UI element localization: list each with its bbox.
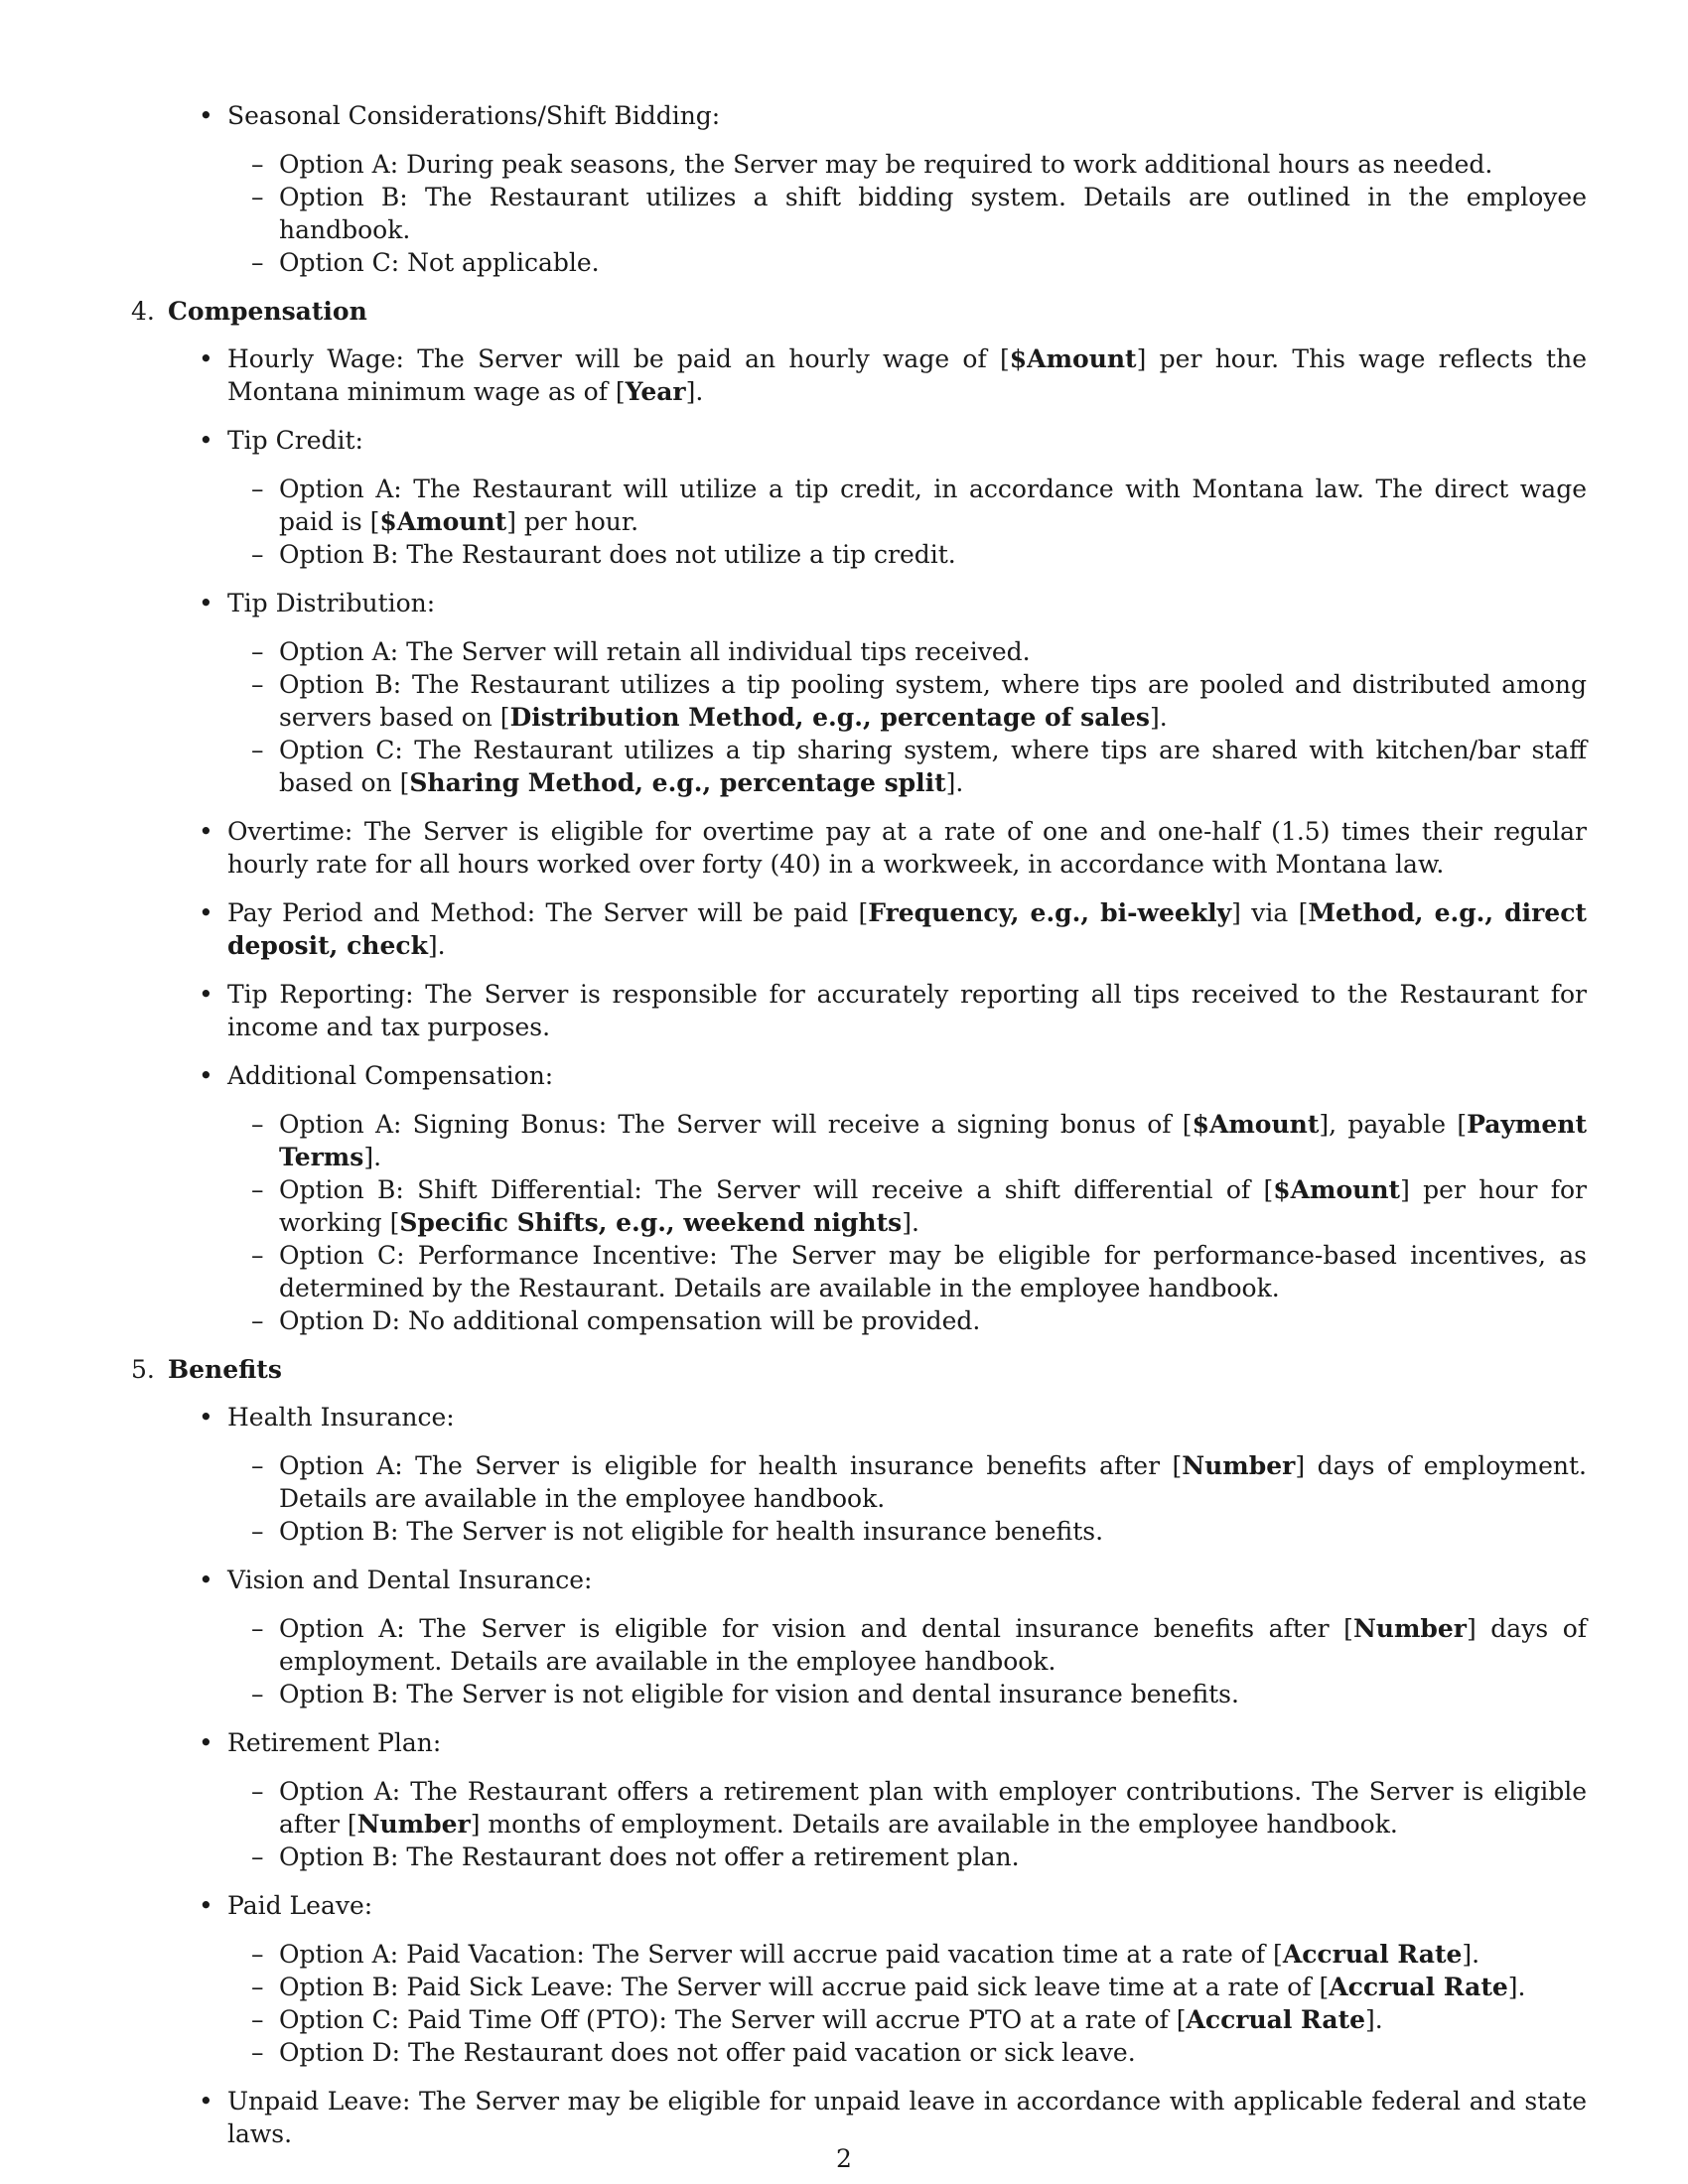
placeholder-field: Method, e.g., direct deposit, check — [227, 898, 1587, 960]
tip-credit-option-a — [131, 473, 1587, 538]
retirement-plan-label: Retirement Plan: — [227, 1728, 442, 1757]
text-run: Hourly Wage: The Server will be paid an hourly wage of [ — [227, 344, 1010, 373]
placeholder-field: Year — [625, 377, 686, 406]
vision-dental-option-b: – Option B: The Server is not eligible for vision and dental insurance benefits. — [131, 1678, 1587, 1710]
placeholder-field: Accrual Rate — [1329, 1973, 1508, 2001]
bullet-tip-credit — [131, 424, 1587, 571]
bullet-unpaid-leave: • Unpaid Leave: The Server may be eligible for unpaid leave in accordance with applicable federal and state laws. — [131, 2085, 1587, 2150]
additional-compensation-options — [131, 1108, 1587, 1337]
section-benefits — [131, 1353, 1587, 2150]
placeholder-field: $Amount — [1192, 1110, 1320, 1139]
retirement-option-b: – Option B: The Restaurant does not offer a retirement plan. — [131, 1841, 1587, 1873]
text-run: Option A: The Server is eligible for vision and dental insurance benefits after [ — [279, 1614, 1353, 1643]
seasonal-options — [131, 148, 1587, 279]
text-run: Option B: Shift Differential: The Server will receive a shift differential of [ — [279, 1175, 1274, 1204]
placeholder-field: Sharing Method, e.g., percentage split — [409, 768, 946, 797]
placeholder-field: Accrual Rate — [1186, 2005, 1366, 2034]
text-run: ]. — [1149, 703, 1168, 732]
retirement-option-a — [131, 1775, 1587, 1841]
placeholder-field: Number — [356, 1810, 471, 1839]
text-run: Option B: The Restaurant utilizes a tip pooling system, where tips are pooled and distributed among servers based on [ — [279, 670, 1587, 732]
bullet-health-insurance — [131, 1401, 1587, 1548]
additional-option-b — [131, 1173, 1587, 1239]
section-compensation — [131, 295, 1587, 1337]
tip-credit-label: Tip Credit: — [227, 426, 363, 455]
seasonal-label: Seasonal Considerations/Shift Bidding: — [227, 101, 721, 130]
section-number: 4. — [131, 297, 155, 326]
document-body — [131, 99, 1587, 2166]
text-run: ]. — [1462, 1940, 1480, 1969]
additional-option-d: – Option D: No additional compensation will be provided. — [131, 1304, 1587, 1337]
placeholder-field: $Amount — [379, 507, 507, 536]
tip-distribution-option-c — [131, 734, 1587, 799]
section-header-compensation — [131, 295, 1587, 328]
placeholder-field: Accrual Rate — [1282, 1940, 1463, 1969]
bullet-pay-period — [131, 896, 1587, 962]
tip-distribution-options — [131, 635, 1587, 799]
text-run: Pay Period and Method: The Server will be paid [ — [227, 898, 869, 927]
paid-leave-option-b — [131, 1971, 1587, 2003]
vision-dental-option-a — [131, 1612, 1587, 1678]
additional-option-c: – Option C: Performance Incentive: The Server may be eligible for performance-based incentives, as determined by the Restaurant. Details are available in the employee handbook. — [131, 1239, 1587, 1304]
text-run: Option A: Signing Bonus: The Server will receive a signing bonus of [ — [279, 1110, 1193, 1139]
text-run: ]. — [902, 1208, 919, 1237]
text-run: ], payable [ — [1319, 1110, 1468, 1139]
section-title: Compensation — [168, 297, 367, 326]
tip-distribution-option-a: – Option A: The Server will retain all individual tips received. — [131, 635, 1587, 668]
text-run: Option C: Paid Time Off (PTO): The Server will accrue PTO at a rate of [ — [279, 2005, 1187, 2034]
paid-leave-option-d: – Option D: The Restaurant does not offer paid vacation or sick leave. — [131, 2036, 1587, 2069]
text-run: Option A: The Server is eligible for health insurance benefits after [ — [279, 1451, 1183, 1480]
placeholder-field: Number — [1352, 1614, 1467, 1643]
bullet-additional-compensation — [131, 1059, 1587, 1337]
seasonal-option-a: – Option A: During peak seasons, the Server may be required to work additional hours as needed. — [131, 148, 1587, 181]
text-run: ] days of employment. Details are available in the employee handbook. — [279, 1614, 1587, 1676]
additional-compensation-label: Additional Compensation: — [227, 1061, 554, 1090]
bullet-paid-leave — [131, 1889, 1587, 2069]
text-run: Option A: Paid Vacation: The Server will accrue paid vacation time at a rate of [ — [279, 1940, 1283, 1969]
bullet-tip-reporting: • Tip Reporting: The Server is responsible for accurately reporting all tips received to the Restaurant for income and tax purposes. — [131, 978, 1587, 1043]
text-run: ]. — [1365, 2005, 1383, 2034]
health-option-a — [131, 1449, 1587, 1515]
bullet-vision-dental — [131, 1564, 1587, 1710]
text-run: Option A: The Restaurant will utilize a tip credit, in accordance with Montana law. The direct wage paid is [ — [279, 475, 1587, 536]
text-run: ]. — [685, 377, 704, 406]
vision-dental-label: Vision and Dental Insurance: — [227, 1566, 593, 1594]
additional-option-a — [131, 1108, 1587, 1173]
text-run: ] per hour for working [ — [279, 1175, 1587, 1237]
placeholder-field: Frequency, e.g., bi-weekly — [868, 898, 1232, 927]
bullet-overtime: • Overtime: The Server is eligible for overtime pay at a rate of one and one-half (1.5) times their regular hourly rate for all hours worked over forty (40) in a workweek, in accordance with Montana law. — [131, 815, 1587, 881]
placeholder-field: Payment Terms — [279, 1110, 1588, 1171]
bullet-tip-distribution — [131, 587, 1587, 799]
placeholder-field: $Amount — [1273, 1175, 1401, 1204]
section-title: Benefits — [168, 1355, 282, 1384]
text-run: Option A: The Restaurant offers a retirement plan with employer contributions. The Server is eligible after [ — [279, 1777, 1587, 1839]
text-run: ] days of employment. Details are available in the employee handbook. — [279, 1451, 1588, 1513]
vision-dental-options — [131, 1612, 1587, 1710]
text-run: Option B: Paid Sick Leave: The Server will accrue paid sick leave time at a rate of [ — [279, 1973, 1330, 2001]
paid-leave-options — [131, 1938, 1587, 2069]
bullet-retirement-plan — [131, 1726, 1587, 1873]
paid-leave-label: Paid Leave: — [227, 1891, 373, 1920]
seasonal-option-b: – Option B: The Restaurant utilizes a shift bidding system. Details are outlined in the employee handbook. — [131, 181, 1587, 246]
placeholder-field: Number — [1182, 1451, 1296, 1480]
health-option-b: – Option B: The Server is not eligible for health insurance benefits. — [131, 1515, 1587, 1548]
text-run: ] via [ — [1231, 898, 1309, 927]
text-run: ]. — [1507, 1973, 1526, 2001]
page-number: 2 — [836, 2144, 852, 2173]
tip-distribution-label: Tip Distribution: — [227, 589, 436, 617]
tip-distribution-option-b — [131, 668, 1587, 734]
section-header-benefits — [131, 1353, 1587, 1386]
section-number: 5. — [131, 1355, 155, 1384]
text-run: ] per hour. This wage reflects the Montana minimum wage as of [ — [227, 344, 1588, 406]
text-run: ] per hour. — [506, 507, 639, 536]
tip-credit-option-b: – Option B: The Restaurant does not utilize a tip credit. — [131, 538, 1587, 571]
paid-leave-option-a — [131, 1938, 1587, 1971]
paid-leave-option-c — [131, 2003, 1587, 2036]
bullet-seasonal — [131, 99, 1587, 279]
health-insurance-options — [131, 1449, 1587, 1548]
tip-credit-options — [131, 473, 1587, 571]
bullet-hourly-wage — [131, 342, 1587, 408]
placeholder-field: Specific Shifts, e.g., weekend nights — [399, 1208, 903, 1237]
text-run: ]. — [427, 931, 446, 960]
text-run: ] months of employment. Details are available in the employee handbook. — [470, 1810, 1398, 1839]
text-run: ]. — [363, 1143, 382, 1171]
text-run: Option C: The Restaurant utilizes a tip sharing system, where tips are shared with kitchen/bar staff based on [ — [279, 736, 1587, 797]
placeholder-field: $Amount — [1009, 344, 1137, 373]
text-run: ]. — [945, 768, 964, 797]
health-insurance-label: Health Insurance: — [227, 1403, 455, 1432]
retirement-plan-options — [131, 1775, 1587, 1873]
seasonal-option-c: – Option C: Not applicable. — [131, 246, 1587, 279]
placeholder-field: Distribution Method, e.g., percentage of sales — [509, 703, 1150, 732]
